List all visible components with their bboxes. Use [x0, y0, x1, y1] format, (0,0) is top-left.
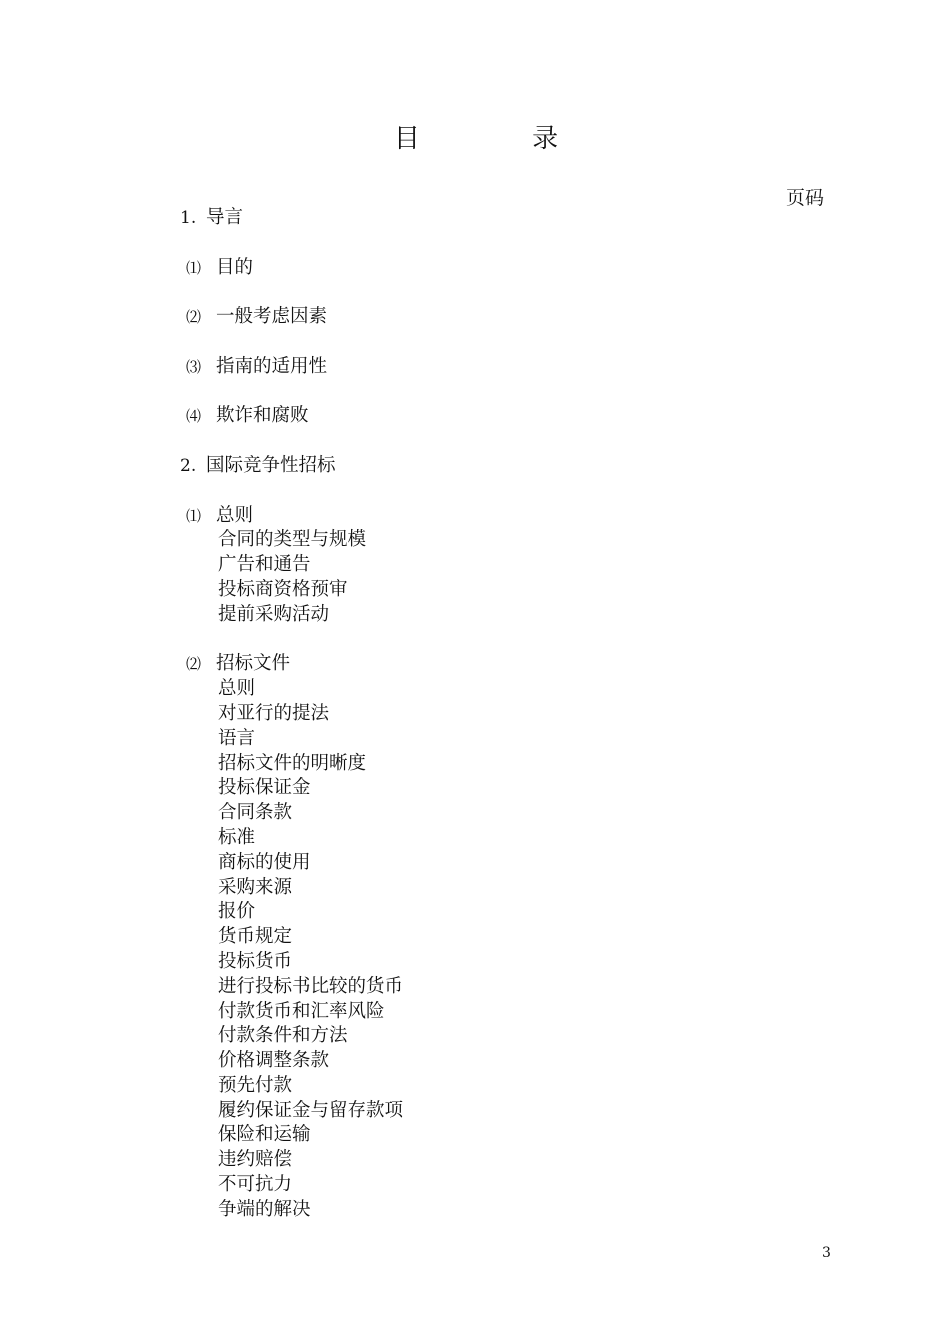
- toc-entry-title: 总则: [218, 678, 256, 700]
- toc-entry: [180, 1074, 800, 1099]
- toc-entry: [180, 752, 800, 777]
- toc-entry-title: 目的: [216, 256, 254, 278]
- toc-entry-title: 语言: [218, 727, 256, 749]
- toc-entry: [180, 553, 800, 578]
- toc-entry-number: ⑵: [186, 308, 202, 327]
- toc-entry-title: 付款货币和汇率风险: [218, 1000, 385, 1022]
- toc-entry-title: 报价: [218, 901, 256, 923]
- toc-entry: [180, 1000, 800, 1025]
- toc-entry-title: 欺诈和腐败: [216, 405, 309, 427]
- toc-entry: [180, 677, 800, 702]
- toc-entry: [180, 1024, 800, 1049]
- toc-entry: [180, 801, 800, 826]
- toc-entry: [180, 925, 800, 950]
- toc-entry-title: 价格调整条款: [218, 1050, 330, 1072]
- toc-entry: [180, 454, 800, 504]
- table-of-contents: [180, 206, 800, 1223]
- toc-entry: [180, 1123, 800, 1148]
- toc-entry: [180, 975, 800, 1000]
- toc-entry: [180, 305, 800, 355]
- toc-entry: [180, 1173, 800, 1198]
- toc-entry-title: 投标商资格预审: [218, 578, 348, 600]
- toc-entry-title: 争端的解决: [218, 1198, 311, 1220]
- toc-entry: [180, 1198, 800, 1223]
- toc-entry: [180, 776, 800, 801]
- toc-entry: [180, 578, 800, 603]
- toc-entry: [180, 528, 800, 553]
- toc-entry-number: ⑵: [186, 655, 202, 674]
- toc-entry-number: 1.: [180, 208, 197, 228]
- toc-entry-title: 导言: [206, 207, 244, 228]
- toc-entry: [180, 504, 800, 529]
- toc-entry-title: 商标的使用: [218, 851, 311, 873]
- page-column-label: 页码: [786, 187, 825, 209]
- toc-entry: [180, 702, 800, 727]
- toc-entry: [180, 950, 800, 975]
- toc-entry-title: 国际竞争性招标: [206, 454, 336, 476]
- toc-entry-title: 广告和通告: [218, 554, 311, 576]
- toc-entry-number: ⑴: [186, 506, 202, 525]
- toc-entry-title: 付款条件和方法: [218, 1025, 348, 1047]
- toc-entry: [180, 727, 800, 752]
- toc-entry-title: 合同条款: [218, 802, 293, 824]
- toc-entry: [180, 404, 800, 454]
- toc-entry: [180, 1099, 800, 1124]
- toc-entry-number: ⑴: [186, 258, 202, 277]
- toc-entry-title: 指南的适用性: [216, 355, 328, 377]
- page-title: 目 录: [393, 124, 611, 154]
- toc-entry: [180, 652, 800, 677]
- toc-entry-title: 违约赔偿: [218, 1149, 293, 1171]
- toc-entry-title: 招标文件的明晰度: [218, 752, 367, 774]
- toc-entry-title: 保险和运输: [218, 1124, 311, 1146]
- toc-entry: [180, 206, 800, 256]
- toc-entry-title: 投标货币: [218, 950, 293, 972]
- toc-entry-title: 一般考虑因素: [216, 306, 328, 328]
- toc-entry: [180, 826, 800, 851]
- toc-entry: [180, 603, 800, 653]
- toc-entry-title: 货币规定: [218, 926, 293, 948]
- toc-entry-number: ⑷: [186, 407, 202, 426]
- toc-entry-number: ⑶: [186, 357, 202, 376]
- toc-entry-title: 标准: [218, 826, 256, 848]
- toc-entry-title: 总则: [216, 504, 254, 526]
- toc-entry: [180, 876, 800, 901]
- toc-entry-title: 预先付款: [218, 1074, 293, 1096]
- toc-entry: [180, 900, 800, 925]
- toc-entry-title: 合同的类型与规模: [218, 529, 367, 551]
- toc-entry: [180, 851, 800, 876]
- toc-entry: [180, 355, 800, 405]
- toc-entry-title: 提前采购活动: [218, 603, 330, 625]
- toc-entry-title: 进行投标书比较的货币: [218, 975, 404, 997]
- footer-page-number: 3: [822, 1245, 831, 1261]
- toc-entry-number: 2.: [180, 455, 197, 476]
- toc-entry-title: 对亚行的提法: [218, 702, 330, 724]
- toc-entry: [180, 1049, 800, 1074]
- toc-entry: [180, 256, 800, 306]
- toc-entry-title: 采购来源: [218, 876, 293, 898]
- toc-entry-title: 履约保证金与留存款项: [218, 1099, 404, 1121]
- toc-entry: [180, 1148, 800, 1173]
- toc-entry-title: 不可抗力: [218, 1174, 293, 1196]
- toc-entry-title: 投标保证金: [218, 777, 311, 799]
- toc-entry-title: 招标文件: [216, 653, 291, 675]
